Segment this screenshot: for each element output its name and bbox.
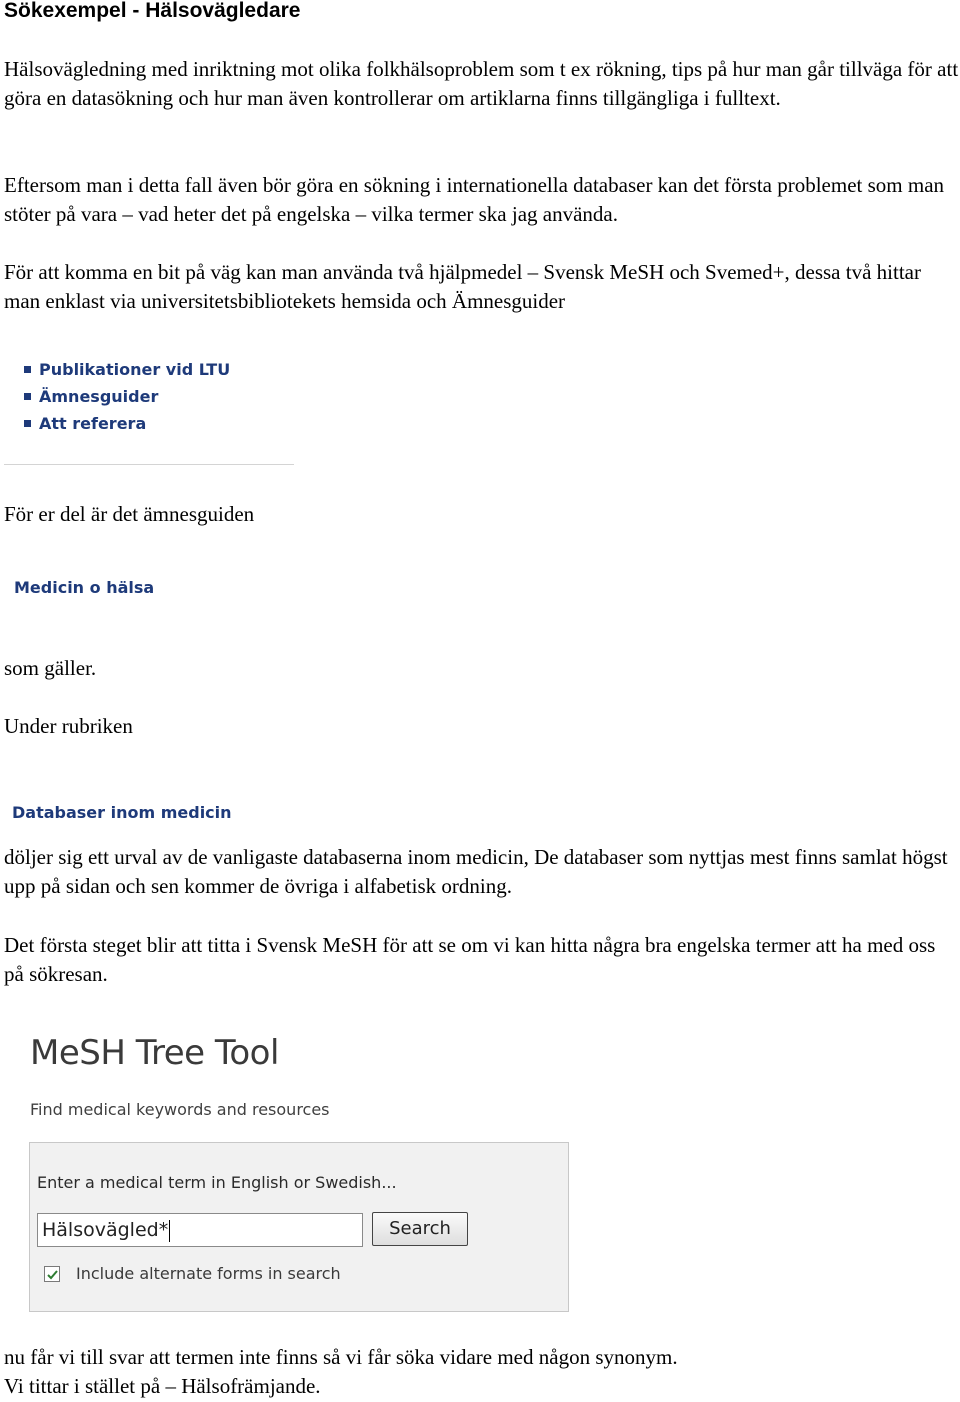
paragraph-text: döljer sig ett urval av de vanligaste databaserna inom medicin, De databaser som nyttjas mest finns samlat högst upp på sidan och sen kommer de övriga i alfabetisk ordning. — [4, 845, 948, 898]
alternate-forms-option — [44, 1264, 341, 1283]
mesh-search-prompt: Enter a medical term in English or Swedish... — [37, 1173, 397, 1192]
english-terms-paragraph — [4, 171, 960, 229]
databaser-inom-medicin-link[interactable]: Databaser inom medicin — [12, 803, 232, 822]
search-input[interactable] — [37, 1213, 363, 1247]
library-nav-menu — [24, 356, 230, 437]
nav-item-publikationer[interactable] — [24, 356, 230, 383]
paragraph-text: För att komma en bit på väg kan man använda två hjälpmedel – Svensk MeSH och Svemed+, dessa två hittar man enklast via universitetsbibliotekets hemsida och Ämnesguider — [4, 260, 921, 313]
square-bullet-icon — [24, 366, 31, 373]
square-bullet-icon — [24, 420, 31, 427]
square-bullet-icon — [24, 393, 31, 400]
paragraph-text: nu får vi till svar att termen inte finns så vi får söka vidare med någon synonym. — [4, 1345, 678, 1369]
paragraph-text: Eftersom man i detta fall även bör göra en sökning i internationella databaser kan det första problemet som man stöter på vara – vad heter det på engelska – vilka termer ska jag använda. — [4, 173, 945, 226]
applies-paragraph — [4, 654, 960, 683]
nav-item-label: Ämnesguider — [39, 387, 159, 406]
text-cursor — [169, 1220, 170, 1242]
nav-item-label: Publikationer vid LTU — [39, 360, 231, 379]
paragraph-text: som gäller. — [4, 656, 97, 680]
nav-item-label: Att referera — [39, 414, 147, 433]
divider — [4, 464, 294, 465]
paragraph-text: Vi tittar i stället på – Hälsofrämjande. — [4, 1374, 321, 1398]
paragraph-text: Det första steget blir att titta i Svensk MeSH för att se om vi kan hitta några bra engelska termer att ha med oss på sökresan. — [4, 933, 936, 986]
paragraph-text: För er del är det ämnesguiden — [4, 502, 255, 526]
result-paragraph — [4, 1343, 960, 1401]
mesh-tool-subtitle: Find medical keywords and resources — [30, 1100, 330, 1119]
page-title: Sökexempel - Hälsovägledare — [4, 0, 301, 22]
mesh-tool-title: MeSH Tree Tool — [30, 1033, 279, 1073]
alternate-forms-checkbox[interactable] — [44, 1266, 60, 1282]
heading-intro-paragraph — [4, 712, 960, 741]
databases-paragraph — [4, 843, 960, 901]
search-input-value: Hälsovägled* — [42, 1219, 169, 1241]
intro-paragraph — [4, 55, 960, 113]
nav-item-att-referera[interactable] — [24, 410, 230, 437]
medicin-o-halsa-link[interactable]: Medicin o hälsa — [14, 578, 155, 597]
search-button[interactable]: Search — [372, 1212, 468, 1246]
checkbox-label: Include alternate forms in search — [76, 1264, 341, 1283]
first-step-paragraph — [4, 931, 960, 989]
checkmark-icon — [46, 1268, 59, 1281]
nav-item-amnesguider[interactable] — [24, 383, 230, 410]
tools-paragraph — [4, 258, 960, 316]
paragraph-text: Under rubriken — [4, 714, 133, 738]
paragraph-text: Hälsovägledning med inriktning mot olika folkhälsoproblem som t ex rökning, tips på hur man går tillväga för att göra en datasökning och hur man även kontrollerar om artiklarna finns tillgängliga i fulltext. — [4, 57, 959, 110]
subject-guide-paragraph — [4, 500, 960, 529]
